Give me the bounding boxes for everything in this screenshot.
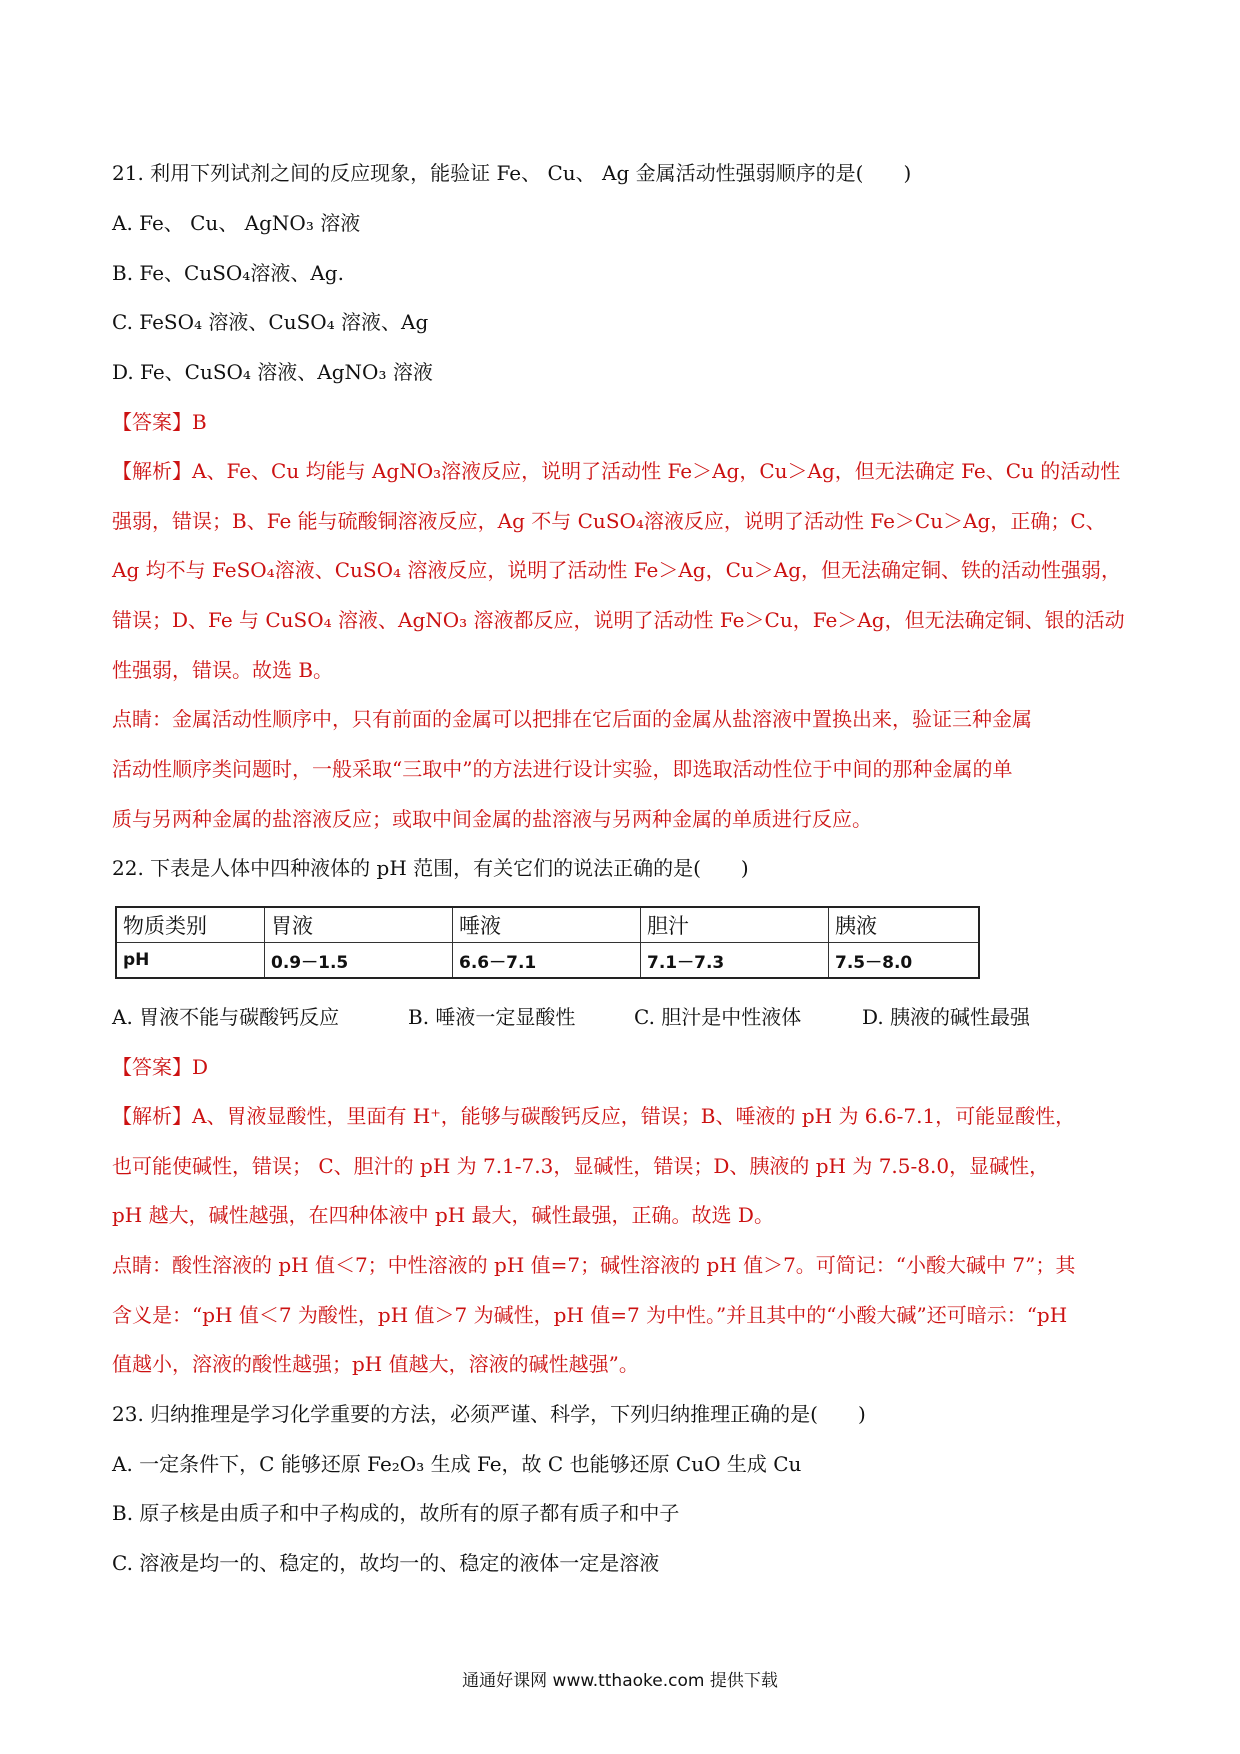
ph-table-header-row (116, 907, 979, 943)
ph-table-cell: pH (116, 943, 265, 979)
q23-option-a: A. 一定条件下，C 能够还原 Fe₂O₃ 生成 Fe，故 C 也能够还原 CuO 生成 Cu (112, 1452, 802, 1476)
q21-note-line: 点睛：金属活动性顺序中，只有前面的金属可以把排在它后面的金属从盐溶液中置换出来，验证三种金属 (112, 707, 1032, 731)
ph-table-cell: 7.1－7.3 (641, 943, 829, 979)
q22-analysis-line: 【解析】A、胃液显酸性，里面有 H⁺，能够与碳酸钙反应，错误；B、唾液的 pH 为 6.6-7.1，可能显酸性， (112, 1104, 1076, 1128)
q22-note-line: 值越小，溶液的酸性越强；pH 值越大，溶液的碱性越强”。 (112, 1352, 639, 1376)
q22-stem: 22. 下表是人体中四种液体的 pH 范围，有关它们的说法正确的是( ) (112, 856, 749, 880)
ph-table-value-row (116, 943, 979, 979)
ph-table-cell: 0.9－1.5 (265, 943, 453, 979)
ph-table-header-cell: 胆汁 (641, 907, 829, 943)
ph-table-header-cell: 唾液 (453, 907, 641, 943)
ph-table-cell: 6.6－7.1 (453, 943, 641, 979)
q22-option-a: A. 胃液不能与碳酸钙反应 (112, 1005, 340, 1029)
q21-answer: 【答案】B (112, 410, 207, 434)
q21-option-b: B. Fe、CuSO₄溶液、Ag. (112, 261, 344, 285)
q22-analysis-line: pH 越大，碱性越强，在四种体液中 pH 最大，碱性最强，正确。故选 D。 (112, 1203, 774, 1227)
q22-note-line: 含义是：“pH 值＜7 为酸性，pH 值＞7 为碱性，pH 值=7 为中性。”并且其中的“小酸大碱”还可暗示：“pH (112, 1303, 1068, 1327)
page-footer: 通通好课网 www.tthaoke.com 提供下载 (462, 1671, 778, 1691)
q22-answer: 【答案】D (112, 1055, 209, 1079)
q22-option-b: B. 唾液一定显酸性 (408, 1005, 576, 1029)
q21-option-a: A. Fe、 Cu、 AgNO₃ 溶液 (112, 211, 361, 235)
q21-analysis-line: Ag 均不与 FeSO₄溶液、CuSO₄ 溶液反应，说明了活动性 Fe＞Ag，Cu＞Ag，但无法确定铜、铁的活动性强弱， (112, 558, 1122, 582)
q21-stem: 21. 利用下列试剂之间的反应现象，能验证 Fe、 Cu、 Ag 金属活动性强弱顺序的是( ) (112, 161, 912, 185)
q21-analysis-line: 强弱，错误；B、Fe 能与硫酸铜溶液反应，Ag 不与 CuSO₄溶液反应，说明了活动性 Fe＞Cu＞Ag，正确；C、 (112, 509, 1106, 533)
q22-option-d: D. 胰液的碱性最强 (862, 1005, 1031, 1029)
q21-analysis-line: 【解析】A、Fe、Cu 均能与 AgNO₃溶液反应，说明了活动性 Fe＞Ag，Cu＞Ag，但无法确定 Fe、Cu 的活动性 (112, 459, 1121, 483)
ph-table-header-cell: 物质类别 (116, 907, 265, 943)
ph-table (115, 906, 980, 979)
q23-option-c: C. 溶液是均一的、稳定的，故均一的、稳定的液体一定是溶液 (112, 1551, 660, 1575)
q21-option-c: C. FeSO₄ 溶液、CuSO₄ 溶液、Ag (112, 310, 429, 334)
q21-analysis-line: 性强弱，错误。故选 B。 (112, 658, 334, 682)
q22-analysis-line: 也可能使碱性，错误； C、胆汁的 pH 为 7.1-7.3，显碱性，错误；D、胰液的 pH 为 7.5-8.0，显碱性， (112, 1154, 1050, 1178)
q21-note-line: 质与另两种金属的盐溶液反应；或取中间金属的盐溶液与另两种金属的单质进行反应。 (112, 807, 872, 831)
q22-option-c: C. 胆汁是中性液体 (634, 1005, 802, 1029)
ph-table-header-cell: 胰液 (829, 907, 980, 943)
ph-table-cell: 7.5－8.0 (829, 943, 980, 979)
q21-note-line: 活动性顺序类问题时，一般采取“三取中”的方法进行设计实验，即选取活动性位于中间的那种金属的单 (112, 757, 1013, 781)
q23-stem: 23. 归纳推理是学习化学重要的方法，必须严谨、科学，下列归纳推理正确的是( ) (112, 1402, 866, 1426)
q21-analysis-line: 错误；D、Fe 与 CuSO₄ 溶液、AgNO₃ 溶液都反应，说明了活动性 Fe＞Cu，Fe＞Ag，但无法确定铜、银的活动 (112, 608, 1125, 632)
q22-note-line: 点睛：酸性溶液的 pH 值＜7；中性溶液的 pH 值=7；碱性溶液的 pH 值＞7。可简记：“小酸大碱中 7”；其 (112, 1253, 1076, 1277)
q23-option-b: B. 原子核是由质子和中子构成的，故所有的原子都有质子和中子 (112, 1501, 680, 1525)
q21-option-d: D. Fe、CuSO₄ 溶液、AgNO₃ 溶液 (112, 360, 433, 384)
ph-table-header-cell: 胃液 (265, 907, 453, 943)
